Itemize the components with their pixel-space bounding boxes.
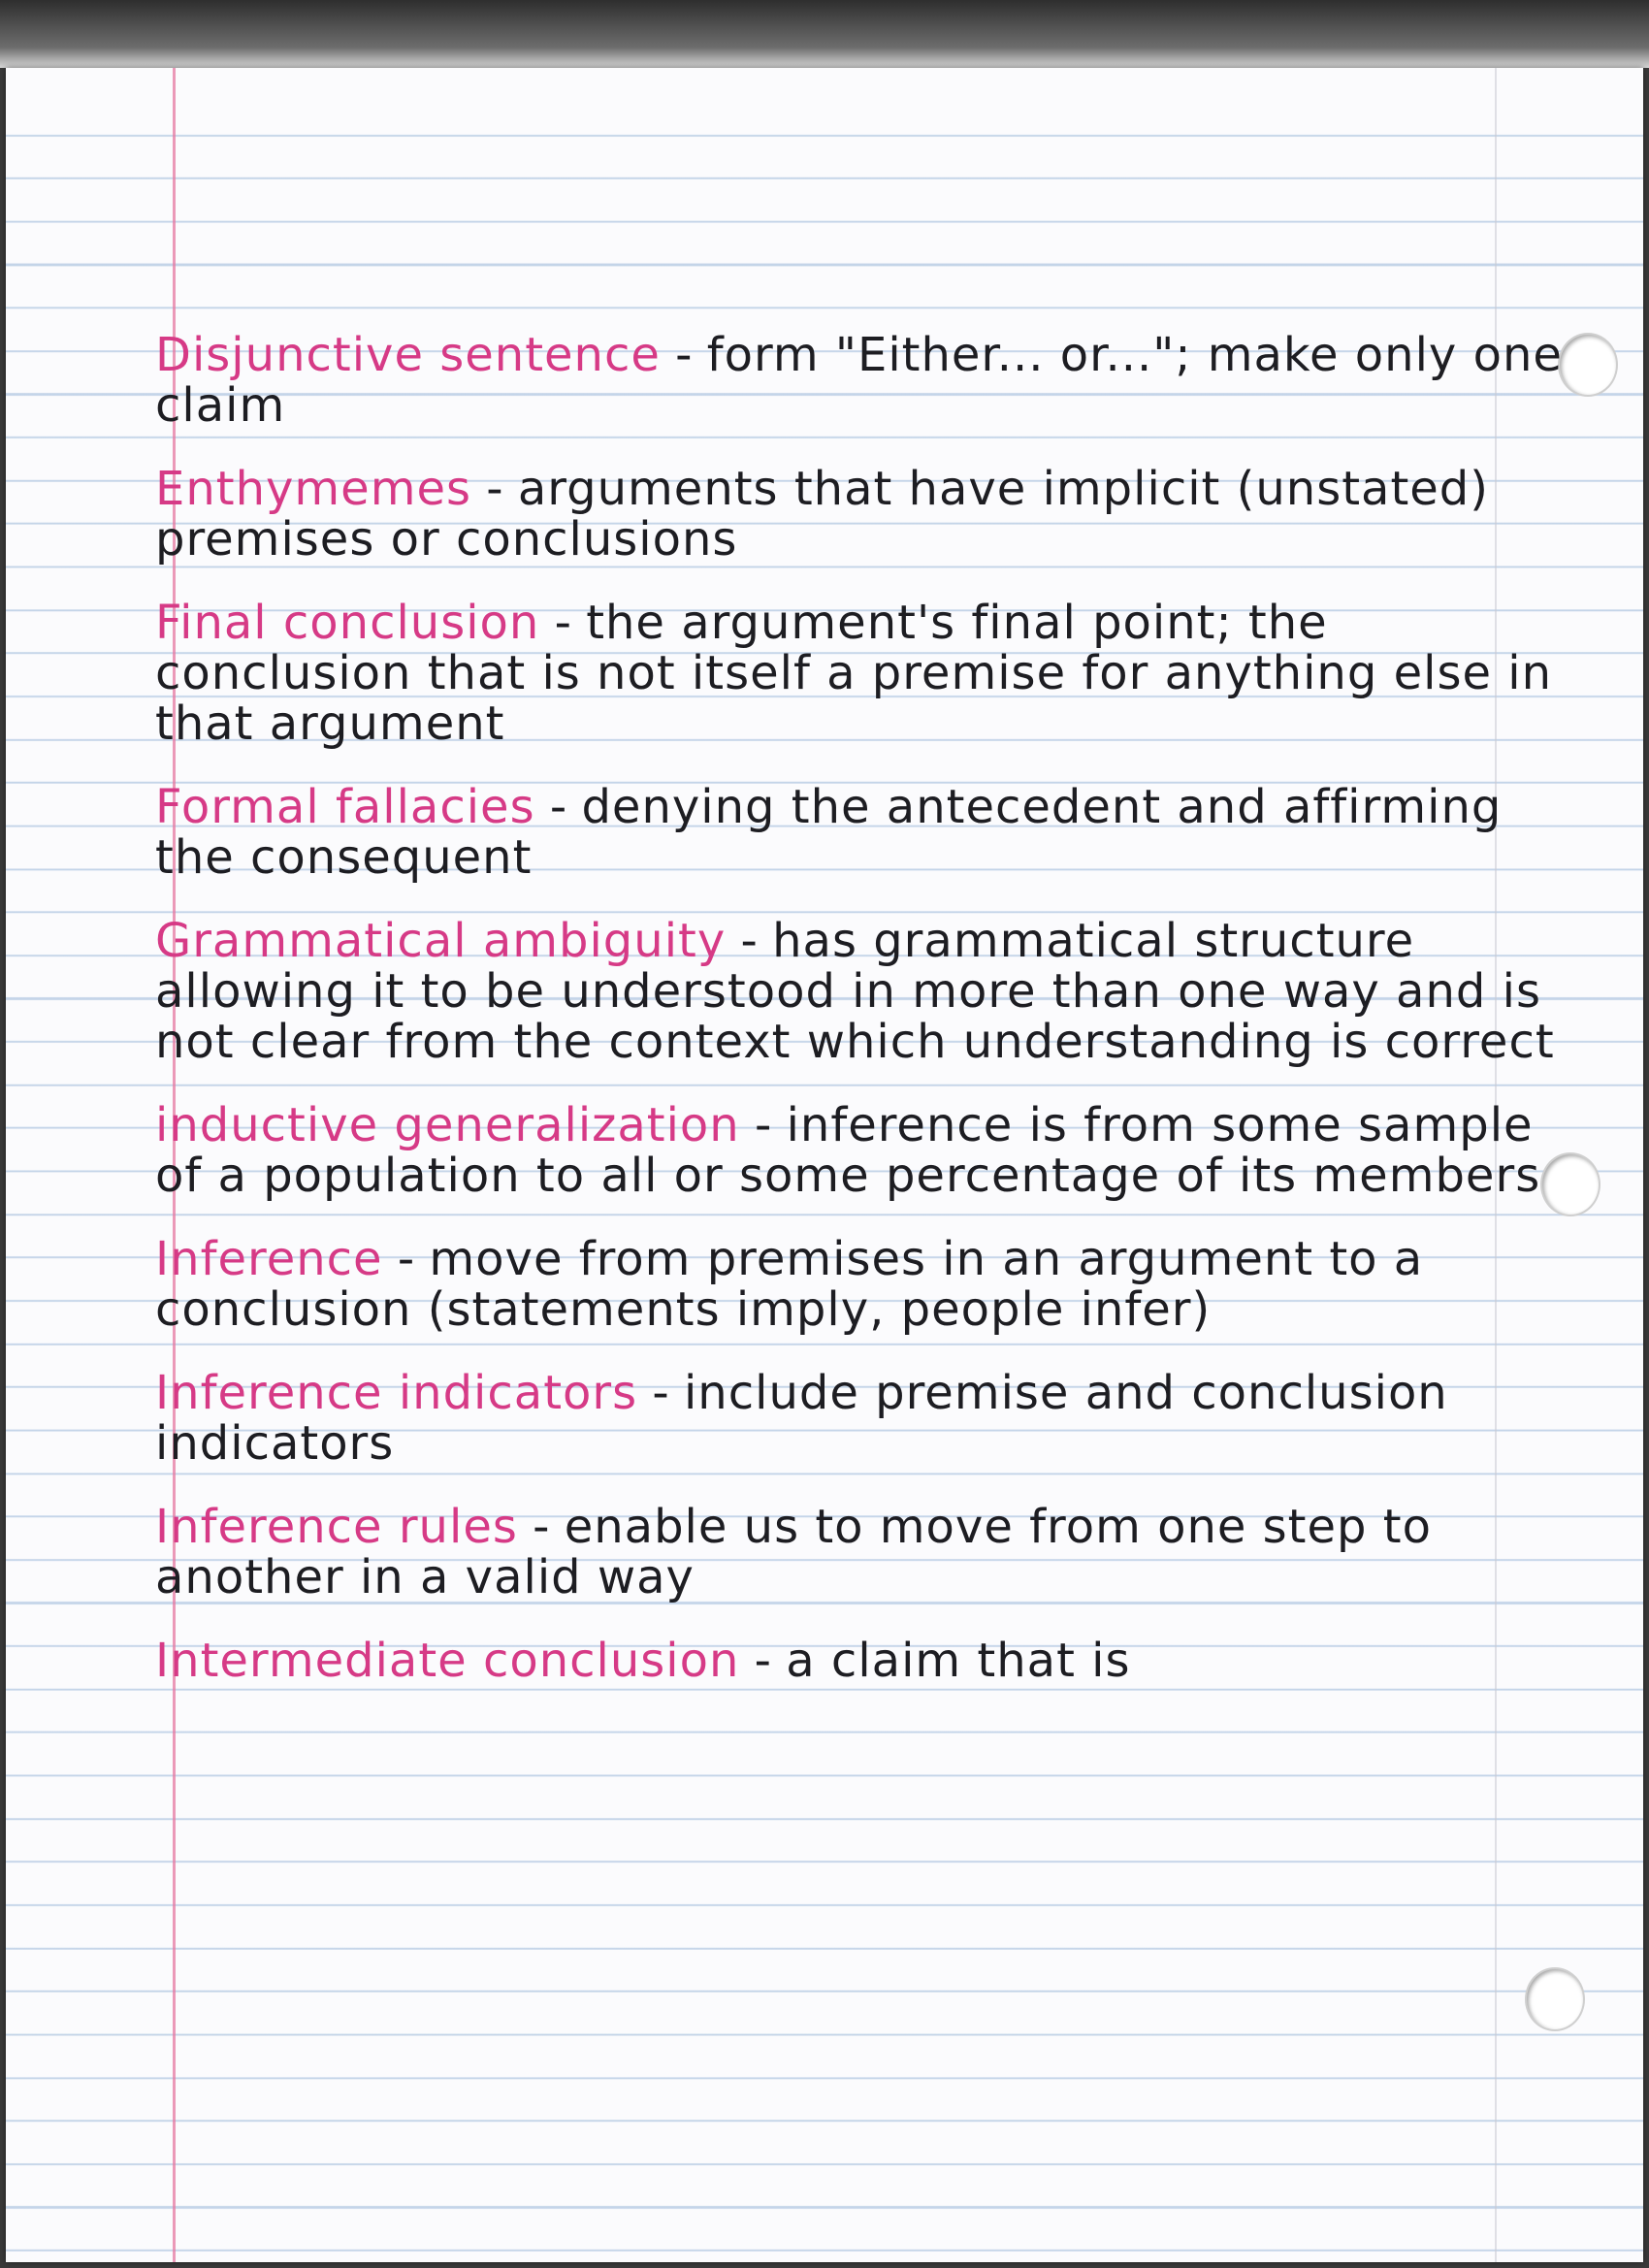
note-separator: - bbox=[660, 328, 707, 382]
scanner-top-edge bbox=[0, 0, 1649, 68]
note-entry bbox=[155, 1368, 1591, 1469]
note-entry bbox=[155, 464, 1591, 565]
note-definition: a claim that is bbox=[786, 1634, 1131, 1688]
note-term: Intermediate conclusion bbox=[155, 1634, 740, 1688]
note-separator: - bbox=[739, 1098, 787, 1152]
note-definition: denying the antecedent and affirming the consequent bbox=[155, 780, 1503, 885]
note-separator: - bbox=[739, 1634, 787, 1688]
note-separator: - bbox=[637, 1366, 684, 1420]
note-separator: - bbox=[726, 914, 773, 968]
note-separator: - bbox=[382, 1232, 430, 1286]
note-term: Disjunctive sentence bbox=[155, 328, 661, 382]
note-entry bbox=[155, 916, 1591, 1067]
note-definition: has grammatical structure allowing it to be understood in more than one way and is not clear from the context which understanding is correct bbox=[155, 914, 1555, 1069]
note-term: Enthymemes bbox=[155, 462, 471, 516]
note-definition: inference is from some sample of a population to all or some percentage of its members bbox=[155, 1098, 1541, 1203]
note-entry bbox=[155, 330, 1591, 431]
note-term: inductive generalization bbox=[155, 1098, 740, 1152]
note-entry bbox=[155, 1234, 1591, 1335]
note-separator: - bbox=[470, 462, 518, 516]
note-definition: enable us to move from one step to another in a valid way bbox=[155, 1500, 1432, 1604]
note-definition: the argument's final point; the conclusion that is not itself a premise for anything else in that argument bbox=[155, 596, 1552, 751]
binder-hole-icon bbox=[1527, 1969, 1583, 2029]
note-entry bbox=[155, 1100, 1591, 1201]
note-definition: include premise and conclusion indicators bbox=[155, 1366, 1448, 1471]
note-entry bbox=[155, 1636, 1591, 1686]
note-term: Grammatical ambiguity bbox=[155, 914, 727, 968]
note-separator: - bbox=[539, 596, 587, 650]
notes-list bbox=[155, 330, 1591, 1719]
note-term: Final conclusion bbox=[155, 596, 540, 650]
note-entry bbox=[155, 598, 1591, 749]
note-term: Inference bbox=[155, 1232, 383, 1286]
note-entry bbox=[155, 1502, 1591, 1603]
note-definition: form "Either... or..."; make only one claim bbox=[155, 328, 1563, 433]
note-term: Inference indicators bbox=[155, 1366, 638, 1420]
note-term: Formal fallacies bbox=[155, 780, 535, 834]
note-term: Inference rules bbox=[155, 1500, 518, 1554]
note-entry bbox=[155, 782, 1591, 883]
note-separator: - bbox=[517, 1500, 565, 1554]
note-definition: arguments that have implicit (unstated) premises or conclusions bbox=[155, 462, 1489, 567]
note-definition: move from premises in an argument to a conclusion (statements imply, people infer) bbox=[155, 1232, 1424, 1337]
note-separator: - bbox=[534, 780, 582, 834]
